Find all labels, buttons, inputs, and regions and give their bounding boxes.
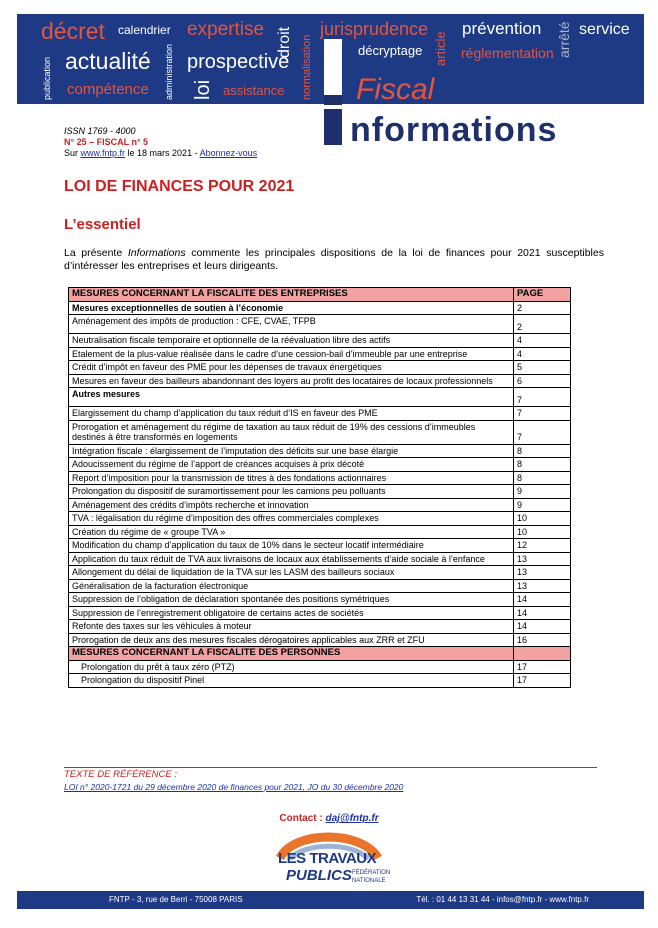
- logo-sub2: NATIONALE: [352, 878, 386, 884]
- row-page: 13: [514, 566, 571, 580]
- row-label: Etalement de la plus-value réalisée dans le cadre d’une cession-bail d’immeuble par une entreprise: [69, 347, 514, 361]
- row-label: MESURES CONCERNANT LA FISCALITE DES PERSONNES: [69, 647, 514, 661]
- row-label: Elargissement du champ d’application du taux réduit d’IS en faveur des PME: [69, 407, 514, 421]
- intro-text: commente les principales dispositions de la loi de finances pour 2021 susceptibles d’intéresser les entreprises et leurs dirigeants.: [64, 247, 604, 272]
- logo-line2: PUBLICS: [286, 867, 352, 884]
- row-label: Neutralisation fiscale temporaire et optionnelle de la réévaluation libre des actifs: [69, 334, 514, 348]
- issn: ISSN 1769 - 4000: [64, 126, 136, 136]
- row-label: Création du régime de « groupe TVA »: [69, 525, 514, 539]
- row-label: Prolongation du dispositif Pinel: [69, 674, 514, 688]
- row-label: Autres mesures: [69, 388, 514, 407]
- table-row: [69, 471, 571, 485]
- table-row: [69, 552, 571, 566]
- row-page: 13: [514, 552, 571, 566]
- row-label: Application du taux réduit de TVA aux livraisons de locaux aux établissements d’aide sociale à l’enfance: [69, 552, 514, 566]
- row-label: Modification du champ d’application du taux de 10% dans le secteur locatif intermédiaire: [69, 539, 514, 553]
- table-row: [69, 301, 571, 315]
- banner-word: administration: [164, 43, 174, 100]
- table-row: [69, 512, 571, 526]
- row-page: 14: [514, 620, 571, 634]
- logo-line1: LES TRAVAUX: [278, 850, 377, 867]
- banner-word: normalisation: [301, 34, 313, 100]
- row-page: 17: [514, 674, 571, 688]
- row-page: 17: [514, 660, 571, 674]
- row-label: Crédit d’impôt en faveur des PME pour les dépenses de travaux énergétiques: [69, 361, 514, 375]
- reference-title: TEXTE DE RÉFÉRENCE :: [64, 769, 177, 780]
- row-page: 5: [514, 361, 571, 375]
- row-label: Adoucissement du régime de l’apport de créances acquises à prix décoté: [69, 458, 514, 472]
- row-label: Report d’imposition pour la transmission de titres à des fondations actionnaires: [69, 471, 514, 485]
- table-row: [69, 566, 571, 580]
- banner-word: réglementation: [461, 45, 554, 61]
- banner-word: arrêté: [556, 21, 572, 58]
- table-row: [69, 620, 571, 634]
- section-subtitle: L’essentiel: [64, 216, 141, 233]
- fiscal-word: Fiscal: [356, 73, 435, 106]
- banner-word: calendrier: [118, 23, 171, 37]
- table-row: [69, 315, 571, 334]
- summary-table: [68, 287, 571, 688]
- publication-line: [64, 148, 257, 159]
- table-section-header: [69, 647, 571, 661]
- row-label: Aménagement des crédits d’impôts recherche et innovation: [69, 498, 514, 512]
- row-label: Généralisation de la facturation électronique: [69, 579, 514, 593]
- subscribe-link[interactable]: Abonnez-vous: [199, 148, 258, 158]
- table-row: [69, 674, 571, 688]
- banner-word: article: [433, 31, 448, 66]
- row-label: Intégration fiscale : élargissement de l’imputation des déficits sur une base élargie: [69, 444, 514, 458]
- footer-contact: Tél. : 01 44 13 31 44 - infos@fntp.fr - www.fntp.fr: [416, 895, 589, 904]
- banner-word: droit: [276, 26, 293, 58]
- row-page: 4: [514, 347, 571, 361]
- logo-i-dot: [324, 95, 342, 105]
- row-page: PAGE: [514, 288, 571, 302]
- banner-word: compétence: [67, 81, 149, 98]
- row-page: 16: [514, 633, 571, 647]
- row-page: [514, 647, 571, 661]
- banner-word: décryptage: [358, 43, 423, 58]
- row-page: 14: [514, 593, 571, 607]
- table-row: [69, 374, 571, 388]
- banner-word: service: [579, 21, 630, 38]
- logo-sub1: FÉDÉRATION: [352, 870, 391, 876]
- banner-word: publication: [42, 56, 52, 100]
- publication-date: le 18 mars 2021 -: [125, 148, 200, 158]
- contact-label: Contact :: [279, 813, 326, 824]
- table-row: [69, 593, 571, 607]
- table-row: [69, 361, 571, 375]
- row-label: Suppression de l’enregistrement obligatoire de certains actes de sociétés: [69, 606, 514, 620]
- contact-email-link[interactable]: daj@fntp.fr: [325, 813, 379, 824]
- table-row: [69, 579, 571, 593]
- table-row: [69, 407, 571, 421]
- publication-logo: [324, 73, 634, 149]
- banner-word: décret: [41, 18, 105, 44]
- banner-word: prévention: [462, 19, 542, 38]
- row-label: Suppression de l’obligation de déclaration spontanée des positions symétriques: [69, 593, 514, 607]
- contact-line: [0, 813, 658, 824]
- table-row: [69, 458, 571, 472]
- row-page: 8: [514, 444, 571, 458]
- row-page: 8: [514, 471, 571, 485]
- row-label: Mesures en faveur des bailleurs abandonnant des loyers au profit des locataires de locaux professionnels: [69, 374, 514, 388]
- table-row: [69, 334, 571, 348]
- logo-i-stem: [324, 109, 342, 145]
- table-row: [69, 525, 571, 539]
- table-row: [69, 444, 571, 458]
- row-page: 12: [514, 539, 571, 553]
- banner-word: loi: [192, 79, 214, 100]
- row-page: 9: [514, 498, 571, 512]
- row-page: 14: [514, 606, 571, 620]
- banner-word: jurisprudence: [320, 19, 429, 39]
- row-label: Aménagement des impôts de production : CFE, CVAE, TFPB: [69, 315, 514, 334]
- table-row: [69, 485, 571, 499]
- row-label: Allongement du délai de liquidation de la TVA sur les LASM des bailleurs sociaux: [69, 566, 514, 580]
- intro-paragraph: [64, 247, 604, 273]
- banner-word: assistance: [223, 83, 285, 98]
- row-label: MESURES CONCERNANT LA FISCALITE DES ENTREPRISES: [69, 288, 514, 302]
- row-page: 8: [514, 458, 571, 472]
- table-row: [69, 660, 571, 674]
- issue-number: N° 25 – FISCAL n° 5: [64, 137, 149, 147]
- row-page: 4: [514, 334, 571, 348]
- banner-word: expertise: [187, 19, 265, 40]
- row-page: 9: [514, 485, 571, 499]
- table-row: [69, 539, 571, 553]
- banner-word: actualité: [65, 48, 151, 74]
- row-label: TVA : légalisation du régime d’imposition des offres commerciales complexes: [69, 512, 514, 526]
- footer-bar: [17, 891, 644, 909]
- row-page: 10: [514, 525, 571, 539]
- fntp-logo: [268, 828, 390, 892]
- banner-word: prospective: [187, 51, 290, 73]
- reference-divider: [64, 767, 597, 768]
- row-page: 6: [514, 374, 571, 388]
- table-row: [69, 347, 571, 361]
- row-label: Prolongation du dispositif de suramortissement pour les camions peu polluants: [69, 485, 514, 499]
- row-page: 13: [514, 579, 571, 593]
- table-row: [69, 633, 571, 647]
- reference-link[interactable]: LOI n° 2020-1721 du 29 décembre 2020 de finances pour 2021, JO du 30 décembre 2020: [64, 782, 404, 792]
- table-section-header: [69, 288, 571, 302]
- table-row: [69, 498, 571, 512]
- row-label: Prolongation du prêt à taux zéro (PTZ): [69, 660, 514, 674]
- table-row: [69, 606, 571, 620]
- row-page: 2: [514, 301, 571, 315]
- row-page: 10: [514, 512, 571, 526]
- row-label: Prorogation et aménagement du régime de taxation au taux réduit de 19% des cessions d’immeubles destinés à être transformés en logements: [69, 420, 514, 444]
- publication-prefix: Sur: [64, 148, 81, 158]
- table-row: [69, 420, 571, 444]
- intro-italic: Informations: [127, 247, 186, 259]
- site-link[interactable]: www.fntp.fr: [80, 148, 126, 158]
- row-page: 7: [514, 407, 571, 421]
- row-label: Prorogation de deux ans des mesures fiscales dérogatoires applicables aux ZRR et ZFU: [69, 633, 514, 647]
- row-label: Mesures exceptionnelles de soutien à l’économie: [69, 301, 514, 315]
- document-title: LOI DE FINANCES POUR 2021: [64, 178, 295, 195]
- informations-word: nformations: [350, 111, 558, 149]
- intro-text: La présente: [64, 247, 128, 259]
- row-page: 2: [514, 315, 571, 334]
- footer-address: FNTP - 3, rue de Berri - 75008 PARIS: [109, 895, 243, 904]
- table-row: [69, 388, 571, 407]
- row-page: 7: [514, 420, 571, 444]
- row-label: Refonte des taxes sur les véhicules à moteur: [69, 620, 514, 634]
- row-page: 7: [514, 388, 571, 407]
